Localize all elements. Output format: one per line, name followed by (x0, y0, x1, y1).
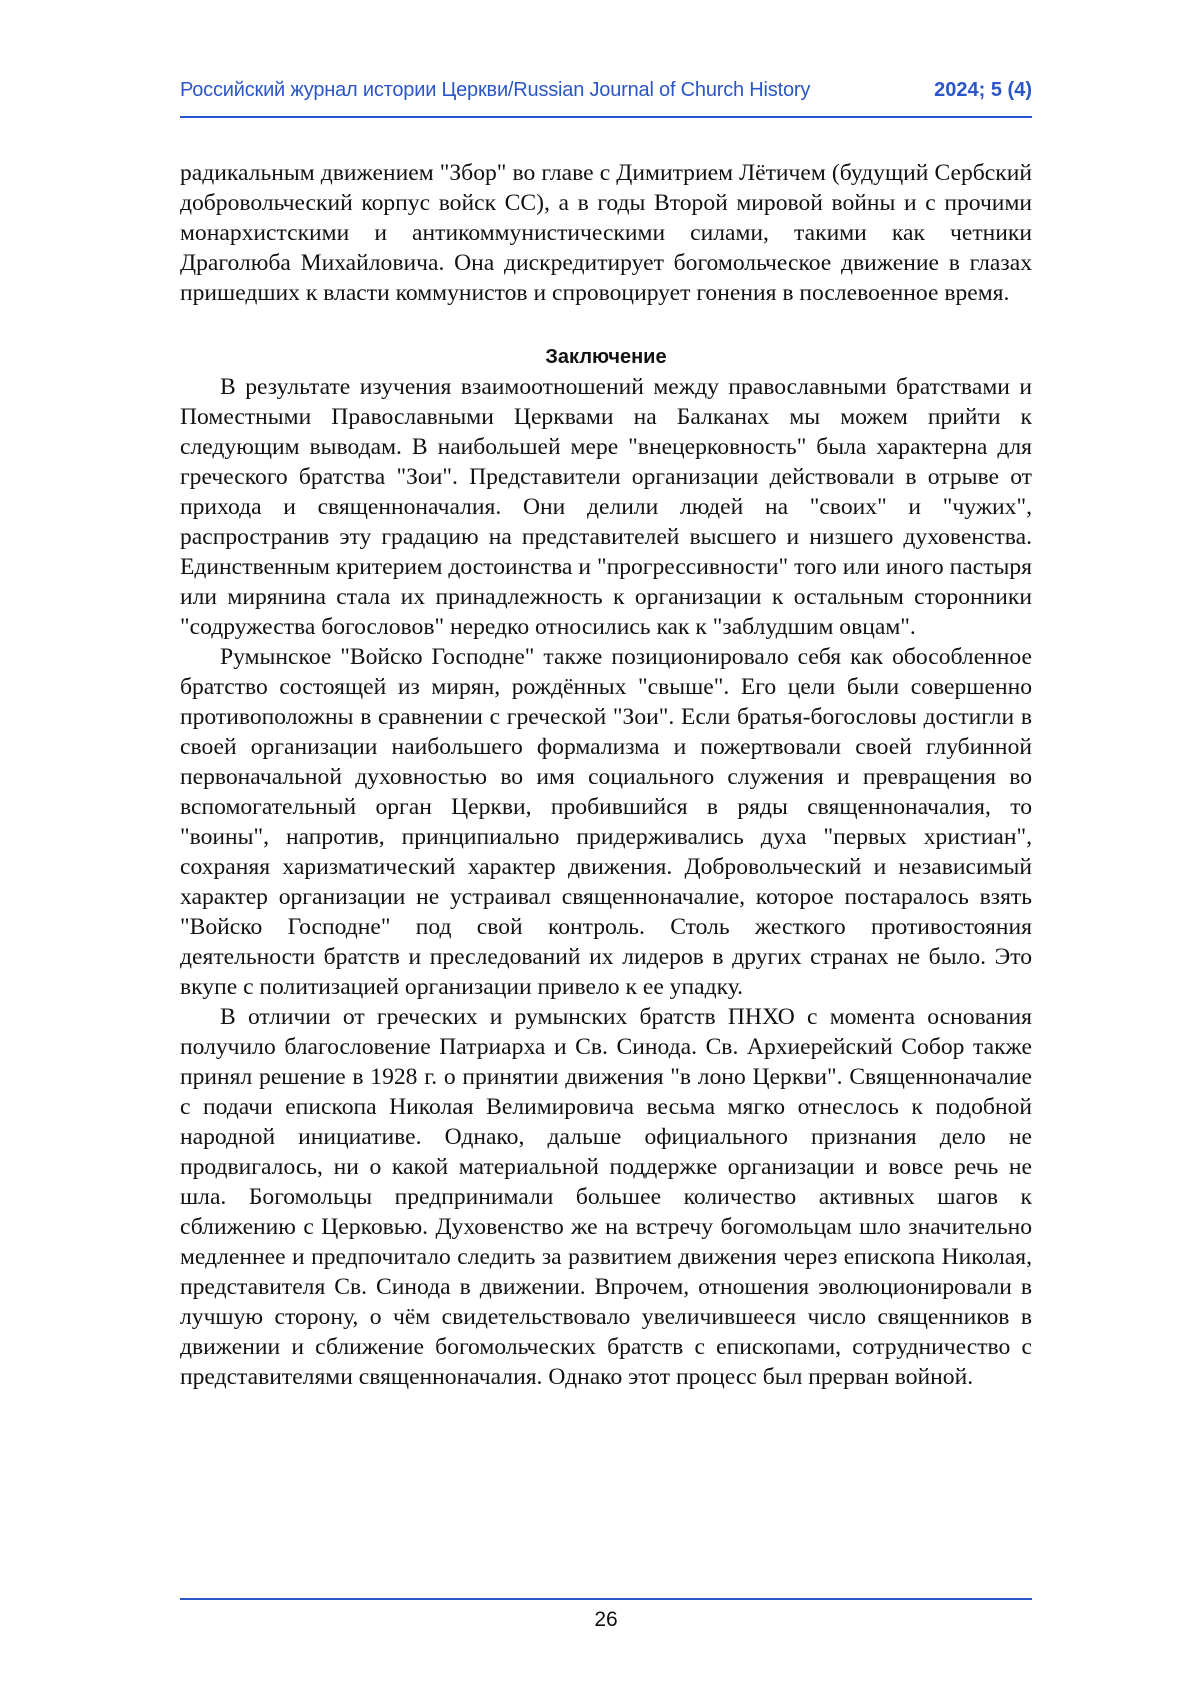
header-divider (180, 116, 1032, 118)
page-number: 26 (594, 1608, 618, 1631)
journal-title: Российский журнал истории Церкви/Russian Journal of Church History (180, 78, 811, 101)
body-paragraph: Румынское "Войско Господне" также позиционировало себя как обособленное братство состоящей из мирян, рождённых "свыше". Его цели были совершенно противоположны в сравнении с греческой "Зои". Если братья-богословы достигли в своей организации наибольшего формализма и пожертвовали своей глубинной первоначальной духовностью во имя социального служения и превращения во вспомогательный орган Церкви, пробившийся в ряды священноначалия, то "воины", напротив, принципиально придерживались духа "первых христиан", сохраняя харизматический характер движения. Добровольческий и независимый характер организации не устраивал священноначалие, которое постаралось взять "Войско Господне" под свой контроль. Столь жесткого противостояния деятельности братств и преследований их лидеров в других странах не было. Это вкупе с политизацией организации привело к ее упадку. (180, 644, 1032, 1000)
footer-divider (180, 1598, 1032, 1600)
issue-number: 2024; 5 (4) (934, 78, 1032, 101)
article-body (180, 158, 1032, 1392)
running-header (180, 70, 1032, 110)
intro-paragraph: радикальным движением "Збор" во главе с Димитрием Лётичем (будущий Сербский добровольческий корпус войск СС), а в годы Второй мировой войны и с прочими монархистскими и антикоммунистическими силами, такими как четники Драголюба Михайловича. Она дискредитирует богомольческое движение в глазах пришедших к власти коммунистов и спровоцирует гонения в послевоенное время. (180, 160, 1032, 306)
body-paragraph: В отличии от греческих и румынских братств ПНХО с момента основания получило благословение Патриарха и Св. Синода. Св. Архиерейский Собор также принял решение в 1928 г. о принятии движения "в лоно Церкви". Священноначалие с подачи епископа Николая Велимировича весьма мягко отнеслось к подобной народной инициативе. Однако, дальше официального признания дело не продвигалось, ни о какой материальной поддержке организации и вовсе речь не шла. Богомольцы предпринимали большее количество активных шагов к сближению с Церковью. Духовенство же на встречу богомольцам шло значительно медленнее и предпочитало следить за развитием движения через епископа Николая, представителя Св. Синода в движении. Впрочем, отношения эволюционировали в лучшую сторону, о чём свидетельствовало увеличившееся число священников в движении и сближение богомольческих братств с епископами, сотрудничество с представителями священноначалия. Однако этот процесс был прерван войной. (180, 1004, 1032, 1390)
section-title: Заключение (545, 346, 667, 368)
body-paragraph: В результате изучения взаимоотношений между православными братствами и Поместными Православными Церквами на Балканах мы можем прийти к следующим выводам. В наибольшей мере "внецерковность" была характерна для греческого братства "Зои". Представители организации действовали в отрыве от прихода и священноначалия. Они делили людей на "своих" и "чужих", распространив эту градацию на представителей высшего и низшего духовенства. Единственным критерием достоинства и "прогрессивности" того или иного пастыря или мирянина стала их принадлежность к организации к остальным сторонники "содружества богословов" нередко относились как к "заблудшим овцам". (180, 374, 1032, 640)
